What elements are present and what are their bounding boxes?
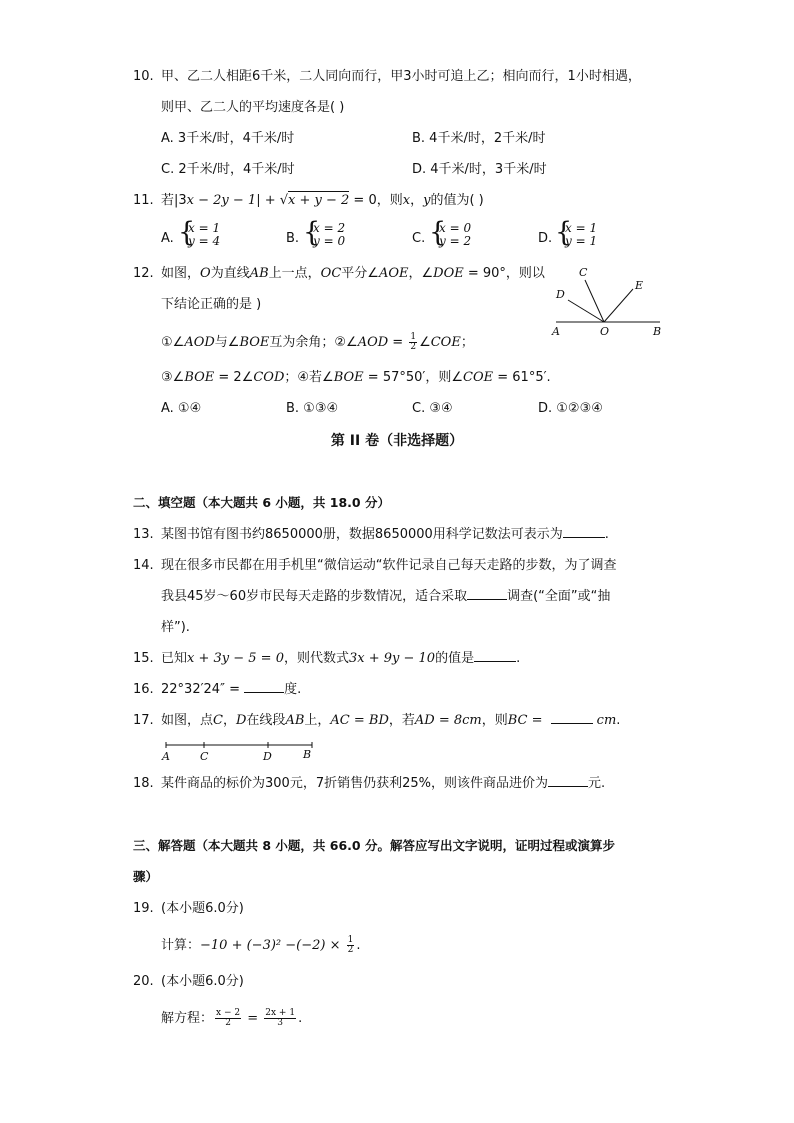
q11-stem: 若|3x − 2y − 1| + √x + y − 2 = 0，则x，y的值为( ) xyxy=(161,193,484,208)
q17-segment-figure xyxy=(160,737,320,763)
q11-option-d-letter: D. xyxy=(538,231,553,246)
q11-option-c-system: { x = 0 y = 2 xyxy=(429,217,472,248)
section3-heading-line2: 骤） xyxy=(133,869,159,884)
q10-option-c: C. 2千米/时，4千米/时 xyxy=(161,162,295,177)
q14-stem-line1: 现在很多市民都在用手机里“微信运动“软件记录自己每天走路的步数，为了调查 xyxy=(161,558,617,573)
q14-number: 14. xyxy=(133,558,154,573)
ray-oe xyxy=(604,289,633,322)
q18-answer-blank xyxy=(548,775,588,787)
q15-answer-blank xyxy=(474,650,516,662)
q19-fraction-half: $\frac{1}{2}$ xyxy=(347,935,354,955)
q18-stem: 某件商品的标价为300元，7折销售仍获利25%，则该件商品进价为 元. xyxy=(161,776,606,791)
q16-number: 16. xyxy=(133,682,154,697)
q20-fraction-right: $\frac{2x + 1}{3}$ xyxy=(265,1008,296,1028)
q11-option-b-letter: B. xyxy=(286,231,300,246)
q20-number: 20. xyxy=(133,974,154,989)
q11-option-b-system: { x = 2 y = 0 xyxy=(303,217,346,248)
q12-statement-3-4: ③∠BOE = 2∠COD；④若∠BOE = 57°50′，则∠COE = 61°5′. xyxy=(161,370,551,385)
q16-answer-blank xyxy=(244,681,284,693)
q17-answer-blank xyxy=(551,712,593,724)
q11-option-c-letter: C. xyxy=(412,231,426,246)
q12-angle-figure xyxy=(548,262,668,342)
q11-option-a-system: { x = 1 y = 4 xyxy=(178,217,221,248)
point-b-label: B xyxy=(303,748,312,761)
q17-stem: 如图，点C，D在线段AB上，AC = BD，若AD = 8cm，则BC = cm. xyxy=(161,713,621,728)
q11-option-a-letter: A. xyxy=(161,231,174,246)
q15-number: 15. xyxy=(133,651,154,666)
point-d-label: D xyxy=(556,288,565,301)
q12-stem-line1: 如图，O为直线AB上一点，OC平分∠AOE，∠DOE = 90°，则以 xyxy=(161,266,545,281)
q15-stem: 已知x + 3y − 5 = 0，则代数式3x + 9y − 10的值是 . xyxy=(161,651,521,666)
q11-option-d-system: { x = 1 y = 1 xyxy=(555,217,598,248)
point-e-label: E xyxy=(635,279,644,292)
q10-option-d: D. 4千米/时，3千米/时 xyxy=(412,162,547,177)
point-d-label: D xyxy=(263,750,272,763)
section3-heading-line1: 三、解答题（本大题共 8 小题，共 66.0 分。解答应写出文字说明，证明过程或演算步 xyxy=(133,838,615,853)
q12-number: 12. xyxy=(133,266,154,281)
q20-score: (本小题6.0分) xyxy=(161,974,244,989)
q13-answer-blank xyxy=(563,526,605,538)
q14-answer-blank xyxy=(467,588,507,600)
part2-title: 第 II 卷（非选择题） xyxy=(330,433,464,449)
q11-number: 11. xyxy=(133,193,154,208)
q13-number: 13. xyxy=(133,527,154,542)
q18-number: 18. xyxy=(133,776,154,791)
q19-number: 19. xyxy=(133,901,154,916)
q12-fraction-half: $\frac{1}{2}$ xyxy=(410,332,417,352)
q10-stem-line2: 则甲、乙二人的平均速度各是( ) xyxy=(161,100,345,115)
q12-option-d: D. ①②③④ xyxy=(538,401,603,416)
q12-option-c: C. ③④ xyxy=(412,401,453,416)
section2-heading: 二、填空题（本大题共 6 小题，共 18.0 分） xyxy=(133,495,390,510)
q12-option-a: A. ①④ xyxy=(161,401,202,416)
q12-statement-1-2: ①∠AOD与∠BOE互为余角；②∠AOD = $\frac{1}{2}$ ∠COE； xyxy=(161,332,474,352)
q10-number: 10. xyxy=(133,69,154,84)
q16-stem: 22°32′24″ = 度. xyxy=(161,682,302,697)
point-b-label: B xyxy=(653,325,662,338)
q10-stem-line1: 甲、乙二人相距6千米，二人同向而行，甲3小时可追上乙；相向而行，1小时相遇， xyxy=(161,69,641,84)
q10-option-a: A. 3千米/时，4千米/时 xyxy=(161,131,295,146)
point-c-label: C xyxy=(200,750,209,763)
q12-option-b: B. ①③④ xyxy=(286,401,339,416)
q13-stem: 某图书馆有图书约8650000册，数据8650000用科学记数法可表示为 . xyxy=(161,527,609,542)
q20-fraction-left: $\frac{x - 2}{2}$ xyxy=(216,1008,241,1028)
q19-score: (本小题6.0分) xyxy=(161,901,244,916)
point-a-label: A xyxy=(552,325,560,338)
q19-expression: 计算：−10 + (−3)² −(−2) × $\frac{1}{2}$ . xyxy=(161,935,361,955)
q10-option-b: B. 4千米/时，2千米/时 xyxy=(412,131,546,146)
q14-stem-line2: 我县45岁～60岁市民每天走路的步数情况，适合采取 调查(“全面”或“抽 xyxy=(161,589,611,604)
q20-equation: 解方程： $\frac{x - 2}{2}$ = $\frac{2x + 1}{3}$ . xyxy=(161,1008,303,1028)
point-o-label: O xyxy=(600,325,610,338)
q12-stem-line2: 下结论正确的是 ) xyxy=(161,297,262,312)
q14-stem-line3: 样”). xyxy=(161,620,190,635)
point-a-label: A xyxy=(162,750,170,763)
q17-number: 17. xyxy=(133,713,154,728)
point-c-label: C xyxy=(579,266,588,279)
